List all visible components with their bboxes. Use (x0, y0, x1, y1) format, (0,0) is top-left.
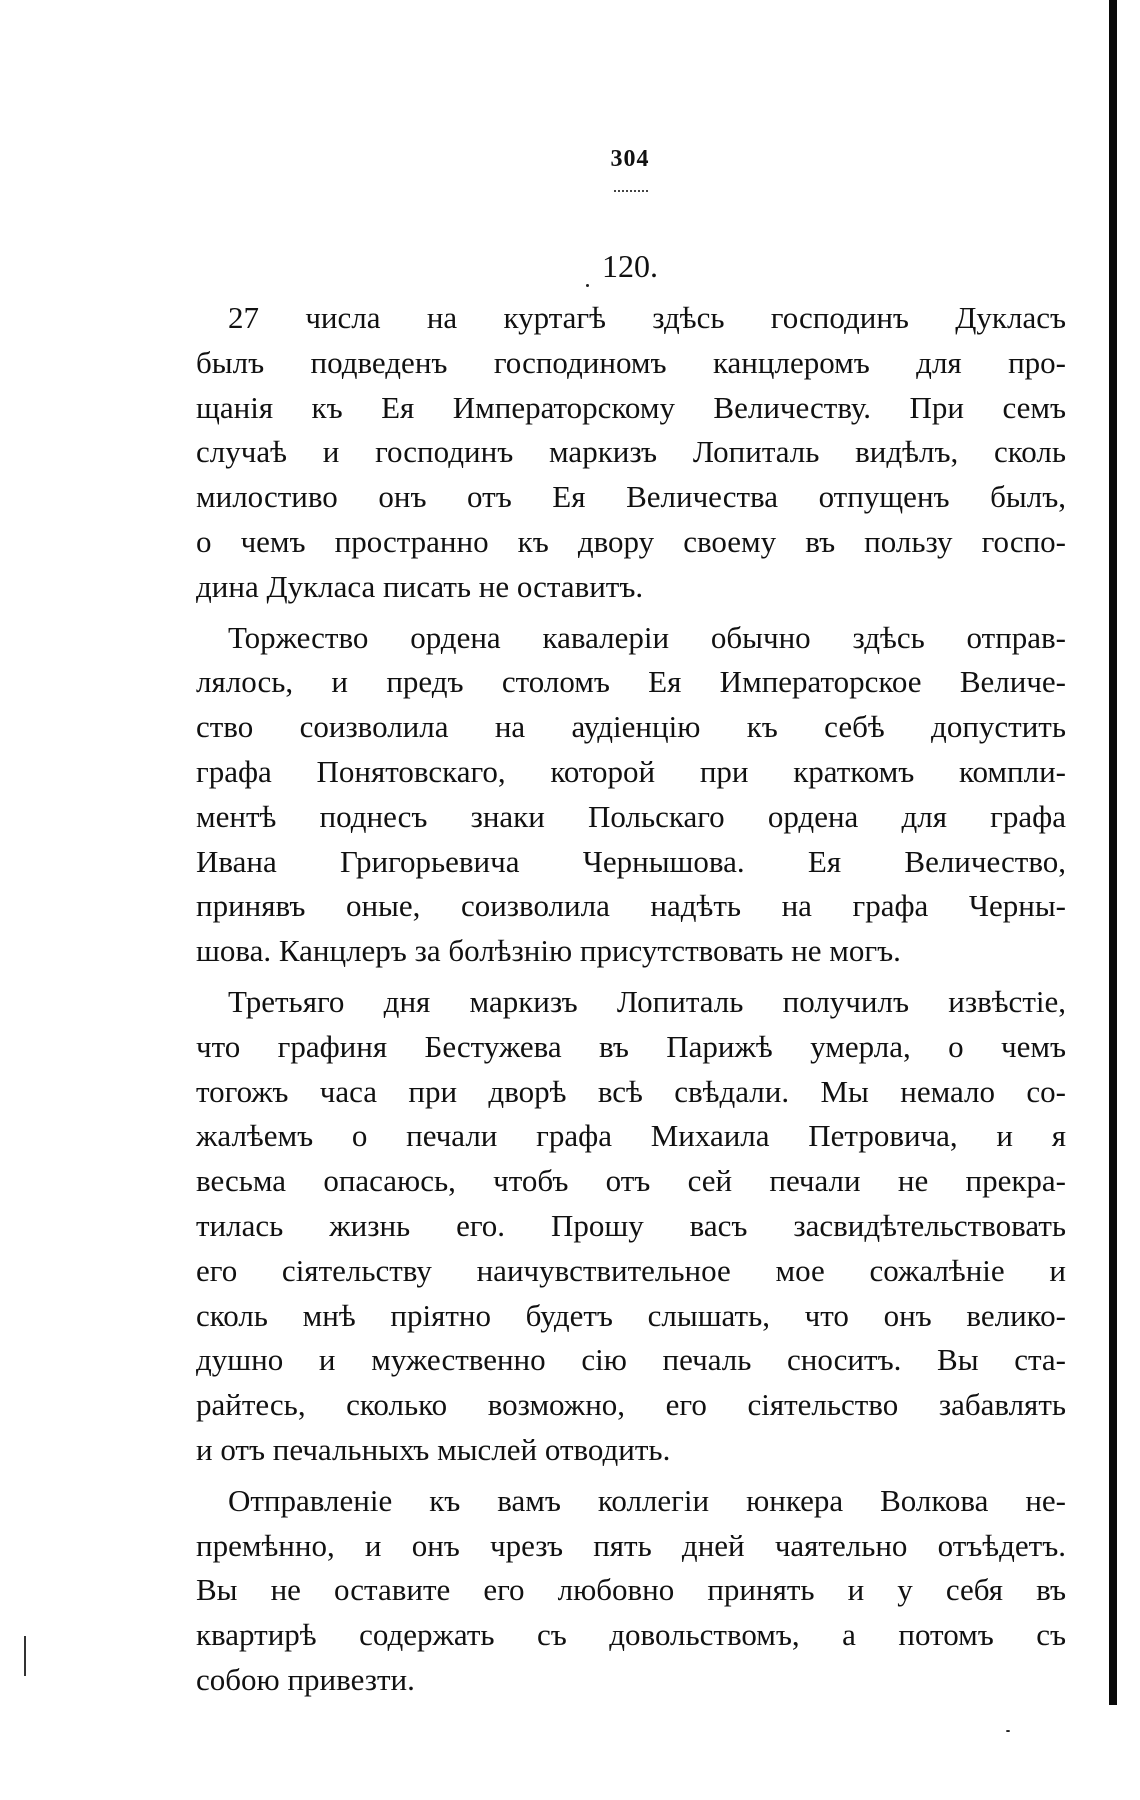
text-line: весьма опасаюсь, чтобъ отъ сей печали не прекра- (196, 1163, 1066, 1199)
text-line: премѣнно, и онъ чрезъ пять дней чаятельно отъѣдетъ. (196, 1527, 1066, 1563)
text-line: собою привезти. (196, 1661, 415, 1697)
text-line: что графиня Бестужева въ Парижѣ умерла, о чемъ (196, 1028, 1066, 1064)
text-line: жалѣемъ о печали графа Михаила Петровича, и я (196, 1118, 1066, 1154)
paragraph (196, 296, 1066, 610)
letter-number: 120. (602, 248, 658, 284)
text-line: Ивана Григорьевича Чернышова. Ея Величество, (196, 843, 1066, 879)
text-line: случаѣ и господинъ маркизъ Лопиталь видѣлъ, сколь (196, 434, 1066, 470)
text-line: тилась жизнь его. Прошу васъ засвидѣтельствовать (196, 1207, 1066, 1243)
paragraph (196, 1479, 1066, 1703)
text-line: Отправленіе къ вамъ коллегіи юнкера Волкова не- (228, 1482, 1066, 1518)
text-line: шова. Канцлеръ за болѣзнію присутствовать не могъ. (196, 933, 901, 969)
text-line: милостиво онъ отъ Ея Величества отпущенъ былъ, (196, 479, 1066, 515)
text-line: Третьяго дня маркизъ Лопиталь получилъ извѣстіе, (228, 983, 1066, 1019)
text-line: о чемъ пространно къ двору своему въ пользу госпо- (196, 523, 1066, 559)
text-line: ство соизволила на аудіенцію къ себѣ допустить (196, 709, 1066, 745)
text-line: 27 числа на куртагѣ здѣсь господинъ Дукласъ (228, 300, 1066, 335)
scan-left-mark (24, 1636, 26, 1676)
text-line: Вы не оставите его любовно принять и у себя въ (196, 1572, 1066, 1608)
text-line: квартирѣ содержать съ довольствомъ, а потомъ съ (196, 1617, 1066, 1653)
text-line: Торжество ордена кавалеріи обычно здѣсь отправ- (228, 619, 1066, 655)
text-line: душно и мужественно сію печаль сноситъ. Вы ста- (196, 1342, 1066, 1378)
text-line: и отъ печальныхъ мыслей отводить. (196, 1431, 671, 1467)
text-line: райтесь, сколько возможно, его сіятельство забавлять (196, 1387, 1066, 1423)
text-line: сколь мнѣ пріятно будетъ слышать, что онъ велико- (196, 1297, 1066, 1333)
paragraph (196, 980, 1066, 1473)
text-line: его сіятельству наичувствительное мое сожалѣніе и (196, 1252, 1066, 1288)
text-line: лялось, и предъ столомъ Ея Императорское Величе- (196, 664, 1066, 700)
letter-body (196, 296, 1066, 1709)
page-number: 304 (610, 146, 650, 172)
text-line: щанія къ Ея Императорскому Величеству. При семъ (196, 389, 1066, 425)
text-line: принявъ оные, соизволила надѣть на графа Черны- (196, 888, 1066, 924)
page-number-rule (614, 190, 648, 192)
paragraph (196, 616, 1066, 974)
text-line: графа Понятовскаго, которой при краткомъ компли- (196, 753, 1066, 789)
text-line: тогожъ часа при дворѣ всѣ свѣдали. Мы немало со- (196, 1073, 1066, 1109)
text-line: былъ подведенъ господиномъ канцлеромъ для про- (196, 344, 1066, 380)
text-line: дина Дукласа писать не оставитъ. (196, 568, 644, 604)
text-line: ментѣ поднесъ знаки Польскаго ордена для графа (196, 798, 1066, 834)
scan-speck (1006, 1730, 1010, 1732)
